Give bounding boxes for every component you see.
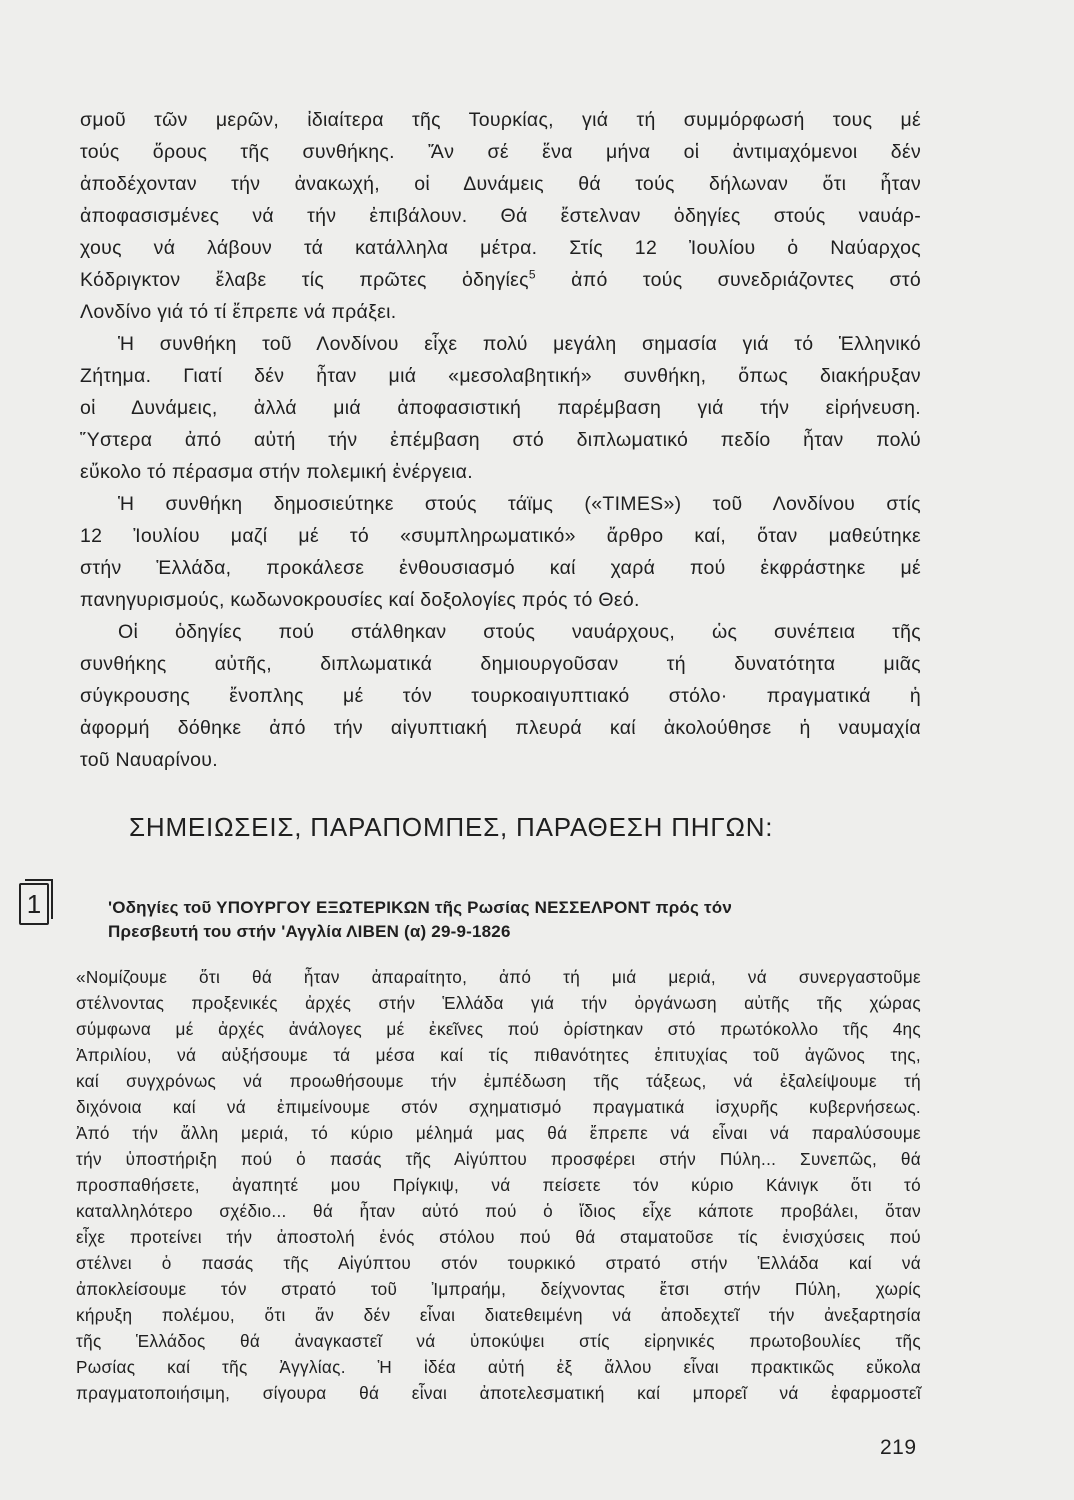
note-line: κήρυξη πολέμου, ὅτι ἄν δέν εἶναι διατεθειμένη νά ἀποδεχτεῖ τήν ἀνεξαρτησία bbox=[76, 1305, 921, 1325]
body-line: σμοῦ τῶν μερῶν, ἰδιαίτερα τῆς Τουρκίας, γιά τή συμμόρφωσή τους μέ bbox=[80, 109, 921, 131]
body-line: χους νά λάβουν τά κατάλληλα μέτρα. Στίς 12 Ἰουλίου ὁ Ναύαρχος bbox=[80, 237, 921, 259]
note-line: σύμφωνα μέ ἀρχές ἀνάλογες μέ ἐκεῖνες πού ὁρίστηκαν στό πρωτόκολλο τῆς 4ης bbox=[76, 1019, 921, 1039]
body-line: τούς ὅρους τῆς συνθήκης. Ἄν σέ ἕνα μήνα οἱ ἀντιμαχόμενοι δέν bbox=[80, 141, 921, 163]
body-line: Ζήτημα. Γιατί δέν ἦταν μιά «μεσολαβητική» συνθήκη, ὅπως διακήρυξαν bbox=[80, 365, 921, 387]
note-line: καί συγχρόνως νά προωθήσουμε τήν ἐμπέδωση τῆς τάξεως, νά ἐξαλείψουμε τή bbox=[76, 1071, 921, 1091]
note-line: «Νομίζουμε ὅτι θά ἦταν ἀπαραίτητο, ἀπό τή μιά μεριά, νά συνεργαστοῦμε bbox=[76, 967, 921, 987]
note-line: Ἀπριλίου, νά αὐξήσουμε τά μέσα καί τίς πιθανότητες ἐπιτυχίας τοῦ ἀγῶνος της, bbox=[76, 1045, 921, 1065]
body-line: Ὕστερα ἀπό αὐτή τήν ἐπέμβαση στό διπλωματικό πεδίο ἦταν πολύ bbox=[80, 429, 921, 451]
body-line: ἀποφασισμένες νά τήν ἐπιβάλουν. Θά ἔστελναν ὁδηγίες στούς ναυάρ- bbox=[80, 205, 921, 227]
body-line-with-footnote bbox=[80, 268, 921, 292]
note-line: ἀποκλείσουμε τόν στρατό τοῦ Ἰμπραήμ, δείχνοντας ἔτσι στήν Πύλη, χωρίς bbox=[76, 1279, 921, 1299]
paragraph-first-line: Ἡ συνθήκη δημοσιεύτηκε στούς τάϊμς («TIMES») τοῦ Λονδίνου στίς bbox=[118, 493, 921, 515]
note-line: Ρωσίας καί τῆς Ἀγγλίας. Ἡ ἰδέα αὐτή ἐξ ἄλλου εἶναι πρακτικῶς εὔκολα bbox=[76, 1357, 921, 1377]
page-number: 219 bbox=[880, 1436, 917, 1459]
body-line: Λονδίνο γιά τό τί ἔπρεπε νά πράξει. bbox=[80, 301, 397, 323]
body-line: πανηγυρισμούς, κωδωνοκρουσίες καί δοξολογίες πρός τό Θεό. bbox=[80, 589, 640, 611]
body-line: συνθήκης αὐτῆς, διπλωματικά δημιουργοῦσαν τή δυνατότητα μιᾶς bbox=[80, 653, 921, 675]
note-line: στέλνει ὁ πασάς τῆς Αἰγύπτου στόν τουρκικό στρατό στήν Ἑλλάδα καί νά bbox=[76, 1253, 921, 1273]
note-line: Ἀπό τήν ἄλλη μεριά, τό κύριο μέλημά μας θά ἔπρεπε νά εἶναι νά παραλύσουμε bbox=[76, 1123, 921, 1143]
footnote-ref: 5 bbox=[528, 267, 536, 282]
note-line: στέλνοντας προξενικές ἀρχές στήν Ἑλλάδα γιά τήν ὀργάνωση αὐτῆς τῆς χώρας bbox=[76, 993, 921, 1013]
note-line: καταλληλότερο σχέδιο... θά ἦταν αὐτό πού ὁ ἴδιος εἶχε κάποτε προβάλει, ὅταν bbox=[76, 1201, 921, 1221]
note-line: διχόνοια καί νά ἐπιμείνουμε στόν σχηματισμό πραγματικά ἰσχυρῆς κυβερνήσεως. bbox=[76, 1097, 921, 1117]
body-line: στήν Ἑλλάδα, προκάλεσε ἐνθουσιασμό καί χαρά πού ἐκφράστηκε μέ bbox=[80, 557, 921, 579]
paragraph-first-line: Οἱ ὁδηγίες πού στάλθηκαν στούς ναυάρχους, ὡς συνέπεια τῆς bbox=[118, 621, 921, 643]
note-line: τῆς Ἑλλάδος θά ἀναγκαστεῖ νά ὑποκύψει στίς εἰρηνικές πρωτοβουλίες τῆς bbox=[76, 1331, 921, 1351]
body-line: τοῦ Ναυαρίνου. bbox=[80, 749, 218, 771]
note-line: προσπαθήσετε, ἀγαπητέ μου Πρίγκιψ, νά πείσετε τόν κύριο Κάνιγκ ὅτι τό bbox=[76, 1175, 921, 1195]
note-number-marker: 1 bbox=[19, 883, 49, 925]
section-heading: ΣΗΜΕΙΩΣΕΙΣ, ΠΑΡΑΠΟΜΠΕΣ, ΠΑΡΑΘΕΣΗ ΠΗΓΩΝ: bbox=[129, 812, 774, 842]
body-line: οἱ Δυνάμεις, ἀλλά μιά ἀποφασιστική παρέμβαση γιά τήν εἰρήνευση. bbox=[80, 397, 921, 419]
body-line: εὔκολο τό πέρασμα στήν πολεμική ἐνέργεια. bbox=[80, 461, 473, 483]
document-title-line: Πρεσβευτή του στήν 'Αγγλία ΛΙΒΕΝ (α) 29-9-1826 bbox=[108, 922, 511, 941]
note-line: πραγματοποιήσιμη, σίγουρα θά εἶναι ἀποτελεσματική καί μπορεῖ νά ἐφαρμοστεῖ bbox=[76, 1383, 921, 1403]
body-line-text: Κόδριγκτον ἔλαβε τίς πρῶτες ὁδηγίες bbox=[80, 269, 529, 291]
body-line: ἀποδέχονταν τήν ἀνακωχή, οἱ Δυνάμεις θά τούς δήλωναν ὅτι ἦταν bbox=[80, 173, 921, 195]
body-line-text-tail: ἀπό τούς συνεδριάζοντες στό bbox=[535, 269, 921, 291]
note-line: τήν ὑποστήριξη πού ὁ πασάς τῆς Αἰγύπτου προσφέρει στήν Πύλη... Συνεπῶς, θά bbox=[76, 1149, 921, 1169]
note-line: εἶχε προτείνει τήν ἀποστολή ἑνός στόλου πού θά σταματοῦσε τίς ἐνισχύσεις πού bbox=[76, 1227, 921, 1247]
body-line: ἀφορμή δόθηκε ἀπό τήν αἰγυπτιακή πλευρά καί ἀκολούθησε ἡ ναυμαχία bbox=[80, 717, 921, 739]
body-line: σύγκρουσης ἔνοπλης μέ τόν τουρκοαιγυπτιακό στόλο· πραγματικά ἡ bbox=[80, 685, 921, 707]
document-title-line: 'Οδηγίες τοῦ ΥΠΟΥΡΓΟΥ ΕΞΩΤΕΡΙΚΩΝ τῆς Ρωσίας ΝΕΣΣΕΛΡΟΝΤ πρός τόν bbox=[108, 898, 733, 917]
body-line: 12 Ἰουλίου μαζί μέ τό «συμπληρωματικό» ἄρθρο καί, ὅταν μαθεύτηκε bbox=[80, 525, 921, 547]
paragraph-first-line: Ἡ συνθήκη τοῦ Λονδίνου εἶχε πολύ μεγάλη σημασία γιά τό Ἑλληνικό bbox=[118, 333, 921, 355]
